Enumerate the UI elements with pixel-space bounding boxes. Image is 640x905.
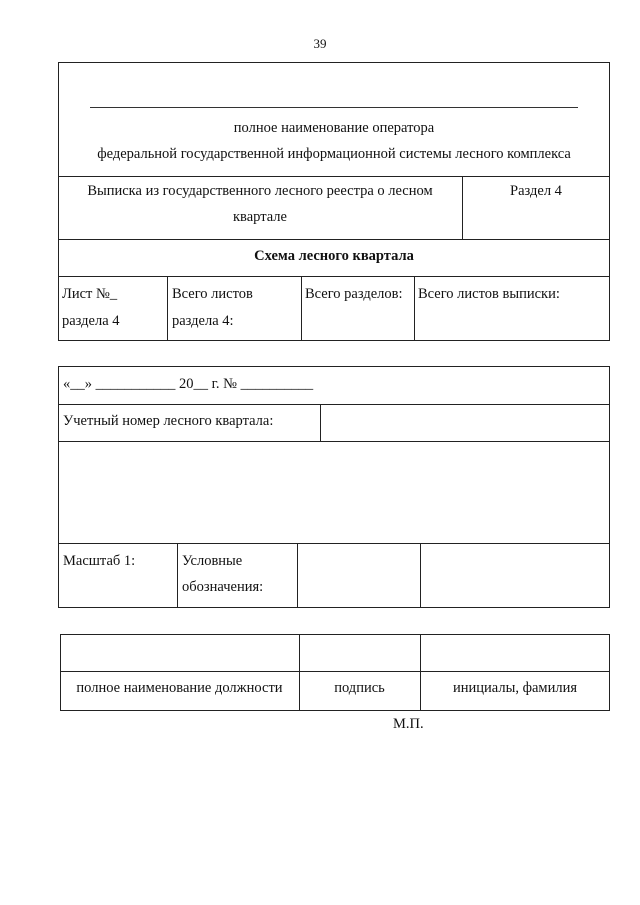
legend-label-line1: Условные [182, 553, 243, 569]
extract-title-line2: квартале [233, 209, 287, 225]
position-caption: полное наименование должности [76, 680, 283, 696]
sheet-number-line1: Лист №_ [62, 286, 118, 302]
signature-row-divider [60, 671, 610, 672]
total-sheets-section-line1: Всего листов [172, 286, 253, 302]
header-row-divider-2 [58, 239, 610, 240]
signature-col-divider-1 [299, 634, 300, 711]
total-sheets-extract: Всего листов выписки: [418, 286, 560, 302]
signature-table [60, 634, 610, 711]
scale-divider-3 [420, 543, 421, 608]
header-row-divider-3 [58, 276, 610, 277]
signature-col-divider-2 [420, 634, 421, 711]
scheme-row-divider-1 [58, 404, 610, 405]
scheme-title: Схема лесного квартала [254, 248, 414, 264]
quarter-number-divider [320, 404, 321, 441]
scale-divider-1 [177, 543, 178, 608]
extract-title-line1: Выписка из государственного лесного реестра о лесном [87, 183, 433, 199]
scale-divider-2 [297, 543, 298, 608]
scheme-row-divider-3 [58, 543, 610, 544]
sheet-number-line2: раздела 4 [62, 313, 120, 329]
legend-label-line2: обозначения: [182, 579, 264, 595]
stamp-label: М.П. [393, 716, 424, 732]
total-sheets-section-line2: раздела 4: [172, 313, 234, 329]
operator-caption-line2: федеральной государственной информационной системы лесного комплекса [97, 146, 571, 162]
counter-divider-2 [301, 276, 302, 341]
page-number: 39 [313, 36, 327, 51]
operator-caption-line1: полное наименование оператора [233, 120, 435, 136]
header-row-divider-1 [58, 176, 610, 177]
operator-name-underline [90, 107, 578, 108]
counter-divider-1 [167, 276, 168, 341]
total-sections: Всего разделов: [305, 286, 403, 302]
name-caption: инициалы, фамилия [452, 680, 578, 696]
signature-caption: подпись [334, 680, 385, 696]
quarter-number-label: Учетный номер лесного квартала: [63, 413, 274, 429]
counter-divider-3 [414, 276, 415, 341]
date-number-line: «__» ___________ 20__ г. № __________ [63, 376, 314, 392]
scale-label: Масштаб 1: [63, 553, 136, 569]
scheme-drawing-area [59, 442, 609, 542]
section-label: Раздел 4 [510, 183, 562, 199]
